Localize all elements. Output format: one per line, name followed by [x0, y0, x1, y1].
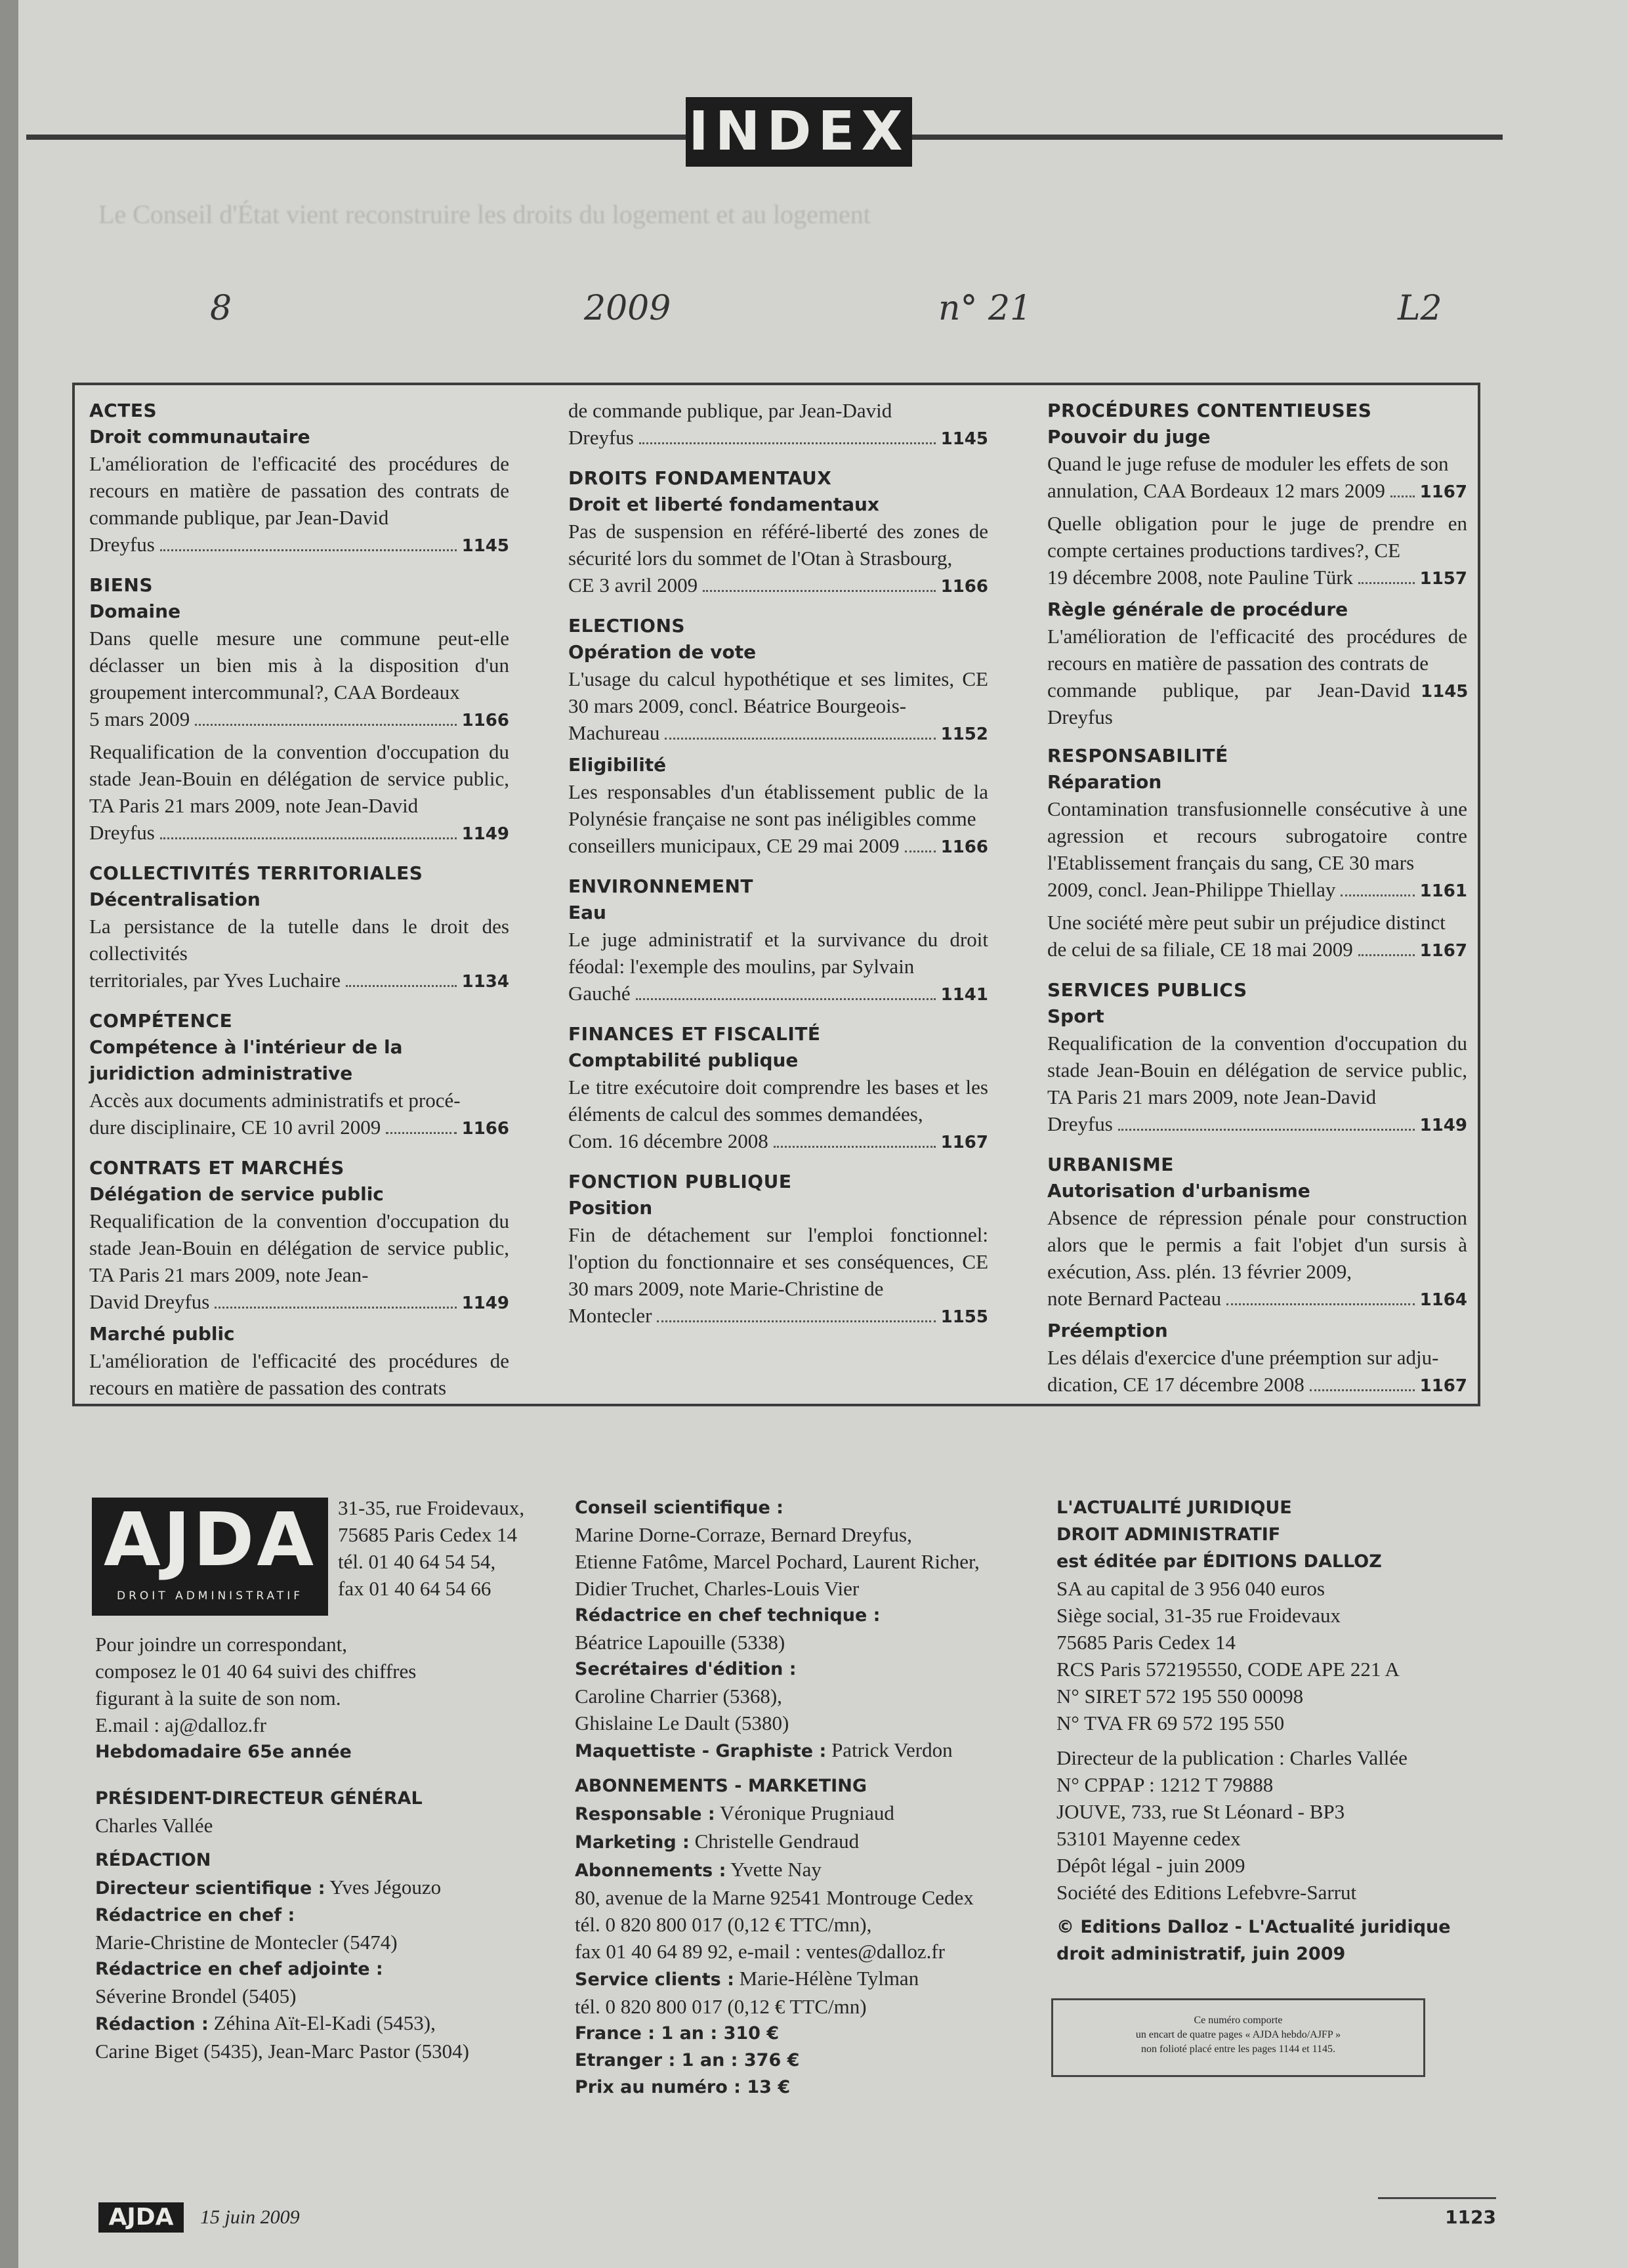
index-entry-leader [1047, 677, 1467, 730]
handwritten-note-3: n° 21 [938, 289, 1032, 328]
subcategory-heading: Réparation [1047, 771, 1162, 793]
footer-rule [1378, 2197, 1496, 2199]
subcategory-heading: Eau [568, 902, 606, 923]
index-entry[interactable] [1047, 795, 1467, 905]
index-entry-last-line: annulation, CAA Bordeaux 12 mars 2009 [1047, 479, 1385, 502]
value: fax 01 40 64 89 92, e-mail : ventes@dalloz.fr [575, 1940, 946, 1963]
index-entry-text: Contamination transfusionnelle consécutive à une agression et recours subrogatoire contre l'Etablissement français du sang, CE 30 mars [1047, 797, 1467, 874]
value: Caroline Charrier (5368), [575, 1685, 782, 1708]
index-entry-last-line: Dreyfus [89, 821, 155, 844]
index-entry-leader [1047, 564, 1467, 593]
pdg-name: Charles Vallée [95, 1814, 213, 1837]
index-entry-text: La persistance de la tutelle dans le droit des collectivités [89, 915, 509, 965]
index-entry-leader [568, 424, 988, 453]
page-reference: 1167 [1419, 482, 1467, 502]
publisher-line: 75685 Paris Cedex 14 [1056, 1631, 1236, 1654]
dot-leader [703, 587, 935, 592]
subcategory-heading: Comptabilité publique [568, 1049, 799, 1071]
publisher-line: Dépôt légal - juin 2009 [1056, 1854, 1245, 1877]
subcategory-heading: Position [568, 1197, 653, 1219]
index-entry[interactable] [568, 778, 988, 861]
index-entry-last-line: 5 mars 2009 [89, 707, 190, 730]
handwritten-note-2: 2009 [584, 289, 671, 328]
index-entry-last-line: David Dreyfus [89, 1290, 210, 1313]
index-entry-text: Les responsables d'un établissement public de la Polynésie française ne sont pas inéligibles comme [568, 780, 988, 830]
category-heading: COLLECTIVITÉS TERRITORIALES [89, 862, 423, 884]
contact-info: Pour joindre un correspondant, [95, 1633, 347, 1656]
index-entry-last-line: conseillers municipaux, CE 29 mai 2009 [568, 834, 900, 857]
page-reference: 1141 [940, 985, 988, 1005]
subcategory-heading: Sport [1047, 1005, 1104, 1027]
value: Béatrice Lapouille (5338) [575, 1631, 785, 1654]
address-line: 75685 Paris Cedex 14 [338, 1523, 517, 1546]
publisher-line: N° SIRET 572 195 550 00098 [1056, 1685, 1304, 1708]
index-entry[interactable] [568, 665, 988, 748]
index-entry[interactable] [89, 1208, 509, 1317]
dot-leader [1341, 891, 1414, 896]
value: Patrick Verdon [831, 1738, 953, 1761]
index-entry-leader [1047, 477, 1467, 506]
address-block [338, 1494, 574, 1602]
dot-leader [1310, 1386, 1415, 1391]
subcategory-heading: Opération de vote [568, 641, 757, 663]
value: Christelle Gendraud [694, 1830, 860, 1853]
index-entry-last-line: Dreyfus [1047, 1112, 1113, 1135]
contact-info: figurant à la suite de son nom. [95, 1687, 341, 1710]
dot-leader [346, 982, 457, 987]
index-entry-leader [89, 705, 509, 734]
value: Marine Dorne-Corraze, Bernard Dreyfus, [575, 1523, 912, 1546]
label: Rédactrice en chef adjointe : [95, 1959, 383, 1979]
value: Didier Truchet, Charles-Louis Vier [575, 1577, 860, 1600]
page-number: 1123 [1445, 2206, 1496, 2228]
index-entry-text: Quand le juge refuse de moduler les effets de son [1047, 452, 1449, 475]
redaction-heading: RÉDACTION [95, 1850, 211, 1870]
dot-leader [1226, 1300, 1415, 1305]
index-entry-leader [89, 531, 509, 560]
address-line: fax 01 40 64 54 66 [338, 1577, 491, 1600]
publisher-line: JOUVE, 733, rue St Léonard - BP3 [1056, 1800, 1345, 1823]
abonnements-heading: ABONNEMENTS - MARKETING [575, 1776, 867, 1796]
label: Responsable : [575, 1804, 715, 1824]
dot-leader [160, 546, 457, 551]
page-reference: 1167 [940, 1133, 988, 1152]
index-entry[interactable] [1047, 909, 1467, 965]
category-heading: FINANCES ET FISCALITÉ [568, 1023, 821, 1045]
index-entry-text: L'amélioration de l'efficacité des procédures de recours en matière de passation des contrats [89, 1349, 509, 1399]
index-entry-last-line: territoriales, par Yves Luchaire [89, 969, 341, 992]
publisher-line: Directeur de la publication : Charles Vallée [1056, 1746, 1408, 1769]
index-entry-leader [89, 1114, 509, 1143]
index-entry-last-line: 19 décembre 2008, note Pauline Türk [1047, 566, 1354, 589]
subcategory-heading: Droit communautaire [89, 426, 310, 448]
index-entry-last-line: dication, CE 17 décembre 2008 [1047, 1373, 1304, 1396]
value: Marie-Christine de Montecler (5474) [95, 1931, 398, 1954]
subcategory-heading: Eligibilité [568, 754, 667, 776]
index-entry-leader [1047, 876, 1467, 905]
index-entry-leader [1047, 1371, 1467, 1400]
category-heading: COMPÉTENCE [89, 1010, 233, 1032]
label: Abonnements : [575, 1860, 726, 1881]
dot-leader [636, 995, 936, 1000]
index-entry[interactable] [1047, 1344, 1467, 1400]
dot-leader [665, 734, 935, 740]
index-entry-leader [89, 819, 509, 848]
index-entry-text: Requalification de la convention d'occupation du stade Jean-Bouin en délégation de service public, TA Paris 21 mars 2009, note Jean-David [1047, 1032, 1467, 1108]
index-entry-leader [89, 1288, 509, 1317]
index-entry-leader [568, 719, 988, 748]
page-reference: 1149 [461, 824, 509, 844]
page-reference: 1149 [461, 1293, 509, 1313]
value: Marie-Hélène Tylman [739, 1967, 919, 1990]
category-heading: BIENS [89, 574, 153, 596]
masthead-column-3 [1056, 1494, 1509, 1967]
index-entry-last-line: Machureau [568, 721, 660, 744]
publisher-line: N° TVA FR 69 572 195 550 [1056, 1712, 1285, 1734]
page-reference: 1161 [1419, 881, 1467, 901]
category-heading: ELECTIONS [568, 615, 686, 637]
subcategory-heading: Décentralisation [89, 889, 261, 910]
category-heading: ENVIRONNEMENT [568, 875, 754, 897]
pdg-heading: PRÉSIDENT-DIRECTEUR GÉNÉRAL [95, 1788, 423, 1809]
subcategory-heading: Délégation de service public [89, 1183, 384, 1205]
label: Directeur scientifique : [95, 1878, 325, 1899]
index-entry-text: Accès aux documents administratifs et procé- [89, 1089, 461, 1112]
index-entry-last-line: Montecler [568, 1304, 652, 1327]
copyright: droit administratif, juin 2009 [1056, 1944, 1346, 1964]
index-entry-last-line: Gauché [568, 982, 631, 1005]
subcategory-heading: Droit et liberté fondamentaux [568, 494, 879, 515]
index-box [72, 383, 1480, 1406]
index-entry-text: L'amélioration de l'efficacité des procédures de recours en matière de passation des contrats de commande publique, par Jean-David [89, 452, 509, 529]
value: tél. 0 820 800 017 (0,12 € TTC/mn), [575, 1913, 872, 1936]
dot-leader [215, 1303, 456, 1309]
subcategory-heading: Pouvoir du juge [1047, 426, 1211, 448]
index-entry-last-line: Dreyfus [568, 426, 634, 449]
index-entry-last-line: CE 3 avril 2009 [568, 574, 698, 597]
index-entry-text: Fin de détachement sur l'emploi fonctionnel: l'option du fonctionnaire et ses conséquences, CE 30 mars 2009, note Marie-Christine de [568, 1223, 988, 1300]
index-entry[interactable] [89, 450, 509, 560]
category-heading: URBANISME [1047, 1154, 1174, 1175]
index-entry[interactable] [89, 625, 509, 734]
subcategory-heading: Autorisation d'urbanisme [1047, 1180, 1310, 1202]
index-entry[interactable] [1047, 510, 1467, 593]
page-reference: 1164 [1419, 1290, 1467, 1310]
page-footer [98, 2202, 1496, 2235]
index-column-3 [1047, 397, 1467, 1404]
index-entry-leader [1047, 1285, 1467, 1314]
value: Yves Jégouzo [329, 1876, 442, 1899]
index-entry-text: de commande publique, par Jean-David [568, 399, 892, 422]
category-heading: RESPONSABILITÉ [1047, 745, 1228, 766]
index-entry[interactable] [568, 1221, 988, 1331]
label: Rédactrice en chef technique : [575, 1605, 881, 1626]
index-entry-last-line: 2009, concl. Jean-Philippe Thiellay [1047, 878, 1336, 901]
index-entry-last-line: note Bernard Pacteau [1047, 1287, 1222, 1310]
page-reference: 1145 [1421, 682, 1469, 702]
value: tél. 0 820 800 017 (0,12 € TTC/mn) [575, 1995, 867, 2018]
label: Marketing : [575, 1832, 690, 1853]
index-entry-last-line: commande publique, par Jean-David Dreyfus [1047, 679, 1411, 728]
value: Véronique Prugniaud [719, 1801, 894, 1824]
index-entry-text: Quelle obligation pour le juge de prendre en compte certaines productions tardives?, CE [1047, 512, 1467, 562]
dot-leader [905, 847, 936, 852]
masthead [72, 1480, 1509, 2097]
value: Yvette Nay [730, 1858, 822, 1881]
publisher-line: RCS Paris 572195550, CODE APE 221 A [1056, 1658, 1400, 1681]
index-entry-leader [1047, 1110, 1467, 1139]
category-heading: ACTES [89, 400, 157, 421]
page-reference: 1145 [940, 429, 988, 449]
publisher-heading: L'ACTUALITÉ JURIDIQUE [1056, 1498, 1292, 1518]
contact-info: composez le 01 40 64 suivi des chiffres [95, 1660, 417, 1683]
index-entry-text: Les délais d'exercice d'une préemption sur adju- [1047, 1346, 1439, 1369]
category-heading: PROCÉDURES CONTENTIEUSES [1047, 400, 1372, 421]
index-entry[interactable] [89, 913, 509, 996]
index-entry-last-line: Dreyfus [89, 533, 155, 556]
label: Service clients : [575, 1969, 734, 1990]
dot-leader [160, 834, 457, 839]
index-entry-text: L'usage du calcul hypothétique et ses limites, CE 30 mars 2009, concl. Béatrice Bourgeois- [568, 667, 988, 717]
page-reference: 1167 [1419, 1376, 1467, 1396]
dot-leader [1118, 1125, 1415, 1131]
label: Conseil scientifique : [575, 1498, 783, 1518]
label: Maquettiste - Graphiste : [575, 1741, 827, 1761]
publisher-line: N° CPPAP : 1212 T 79888 [1056, 1773, 1274, 1796]
label: Secrétaires d'édition : [575, 1659, 797, 1679]
dot-leader [657, 1317, 935, 1322]
label: Rédaction : [95, 2014, 209, 2034]
email[interactable]: E.mail : aj@dalloz.fr [95, 1713, 266, 1736]
dot-leader [1358, 579, 1415, 584]
publisher-line: 53101 Mayenne cedex [1056, 1827, 1241, 1850]
page-reference: 1145 [461, 536, 509, 556]
index-entry-leader [1047, 936, 1467, 965]
handwritten-note-1: 8 [210, 289, 232, 328]
page-reference: 1149 [1419, 1116, 1467, 1135]
index-entry-leader [568, 572, 988, 600]
index-entry-text: Requalification de la convention d'occupation du stade Jean-Bouin en délégation de service public, TA Paris 21 mars 2009, note Jean- [89, 1209, 509, 1286]
ajda-logo [92, 1498, 328, 1616]
dot-leader [1358, 951, 1415, 956]
index-entry-leader [568, 1302, 988, 1331]
publisher-heading: est éditée par ÉDITIONS DALLOZ [1056, 1551, 1382, 1572]
value: Ghislaine Le Dault (5380) [575, 1712, 789, 1734]
index-entry[interactable] [568, 397, 988, 453]
index-entry[interactable] [1047, 450, 1467, 506]
index-entry-leader [568, 980, 988, 1009]
value: 80, avenue de la Marne 92541 Montrouge Cedex [575, 1886, 974, 1909]
label: Rédactrice en chef : [95, 1905, 295, 1925]
page-reference: 1157 [1419, 569, 1467, 589]
publication-frequency: Hebdomadaire 65e année [95, 1742, 352, 1762]
publisher-line: Société des Editions Lefebvre-Sarrut [1056, 1881, 1357, 1904]
index-entry[interactable] [1047, 1030, 1467, 1139]
index-entry[interactable] [568, 1074, 988, 1156]
subcategory-heading: Domaine [89, 600, 181, 622]
bleed-through-text: Le Conseil d'État vient reconstruire les droits du logement et au logement [98, 200, 871, 229]
address-line: 31-35, rue Froidevaux, [338, 1496, 525, 1519]
insert-notice [1051, 1998, 1425, 2077]
subcategory-heading: Marché public [89, 1323, 235, 1345]
publisher-line: SA au capital de 3 956 040 euros [1056, 1577, 1325, 1600]
index-entry-leader [89, 967, 509, 996]
subcategory-heading: Compétence à l'intérieur de la juridiction administrative [89, 1036, 403, 1084]
category-heading: CONTRATS ET MARCHÉS [89, 1157, 344, 1179]
logo-wordmark: AJDA [104, 1498, 316, 1583]
value: Carine Biget (5435), Jean-Marc Pastor (5304) [95, 2040, 469, 2063]
publisher-heading: DROIT ADMINISTRATIF [1056, 1524, 1281, 1545]
price-numero: Prix au numéro : 13 € [575, 2077, 791, 2097]
page-reference: 1166 [461, 711, 509, 730]
index-entry-text: Une société mère peut subir un préjudice distinct [1047, 911, 1446, 934]
index-entry[interactable] [568, 518, 988, 600]
subcategory-heading: Règle générale de procédure [1047, 598, 1348, 620]
price-etranger: Etranger : 1 an : 376 € [575, 2050, 800, 2070]
page-reference: 1167 [1419, 941, 1467, 961]
address-line: tél. 01 40 64 54 54, [338, 1550, 496, 1573]
notice-line: Ce numéro comporte [1194, 2015, 1283, 2026]
footer-logo: AJDA [98, 2202, 184, 2233]
index-entry-last-line: de celui de sa filiale, CE 18 mai 2009 [1047, 938, 1353, 961]
index-entry-last-line: Com. 16 décembre 2008 [568, 1129, 768, 1152]
index-entry-text: L'amélioration de l'efficacité des procédures de recours en matière de passation des contrats de [1047, 625, 1467, 675]
index-entry-text: Absence de répression pénale pour construction alors que le permis a fait l'objet d'un sursis à exécution, Ass. plén. 13 février 2009, [1047, 1206, 1467, 1283]
index-entry-leader [568, 832, 988, 861]
dot-leader [386, 1129, 456, 1134]
page-reference: 1152 [940, 724, 988, 744]
index-title: INDEX [686, 97, 912, 167]
category-heading: SERVICES PUBLICS [1047, 979, 1247, 1001]
value: Zéhina Aït-El-Kadi (5453), [213, 2011, 436, 2034]
index-entry-leader [568, 1127, 988, 1156]
value: Séverine Brondel (5405) [95, 1984, 297, 2007]
index-entry-text: Requalification de la convention d'occupation du stade Jean-Bouin en délégation de service public, TA Paris 21 mars 2009, note Jean-David [89, 740, 509, 817]
page-reference: 1166 [940, 837, 988, 857]
dot-leader [195, 721, 456, 726]
index-entry[interactable] [89, 738, 509, 848]
index-column-2 [568, 397, 988, 1335]
index-entry-text: Dans quelle mesure une commune peut-elle déclasser un bien mis à la disposition d'un groupement intercommunal?, CAA Bordeaux [89, 627, 509, 704]
masthead-column-2 [575, 1494, 1047, 2101]
book-spine [0, 0, 18, 2268]
footer-date: 15 juin 2009 [200, 2206, 300, 2228]
dot-leader [774, 1143, 936, 1148]
masthead-column-1 [95, 1631, 594, 2065]
dot-leader [639, 439, 936, 444]
index-entry-text: Le titre exécutoire doit comprendre les bases et les éléments de calcul des sommes demandées, [568, 1076, 988, 1125]
notice-line: non folioté placé entre les pages 1144 et 1145. [1140, 2044, 1336, 2055]
publisher-line: Siège social, 31-35 rue Froidevaux [1056, 1604, 1341, 1627]
logo-tagline: DROIT ADMINISTRATIF [116, 1589, 303, 1603]
page-reference: 1134 [461, 972, 509, 992]
handwritten-note-4: L2 [1398, 289, 1442, 328]
notice-line: un encart de quatre pages « AJDA hebdo/AJFP » [1135, 2029, 1341, 2040]
dot-leader [1390, 492, 1415, 497]
index-entry-text: Le juge administratif et la survivance du droit féodal: l'exemple des moulins, par Sylvain [568, 928, 988, 978]
category-heading: DROITS FONDAMENTAUX [568, 467, 832, 489]
value: Etienne Fatôme, Marcel Pochard, Laurent Richer, [575, 1550, 980, 1573]
index-entry[interactable] [568, 926, 988, 1009]
subcategory-heading: Préemption [1047, 1320, 1168, 1341]
index-entry[interactable] [1047, 1204, 1467, 1314]
index-entry-text: Pas de suspension en référé-liberté des zones de sécurité lors du sommet de l'Otan à Strasbourg, [568, 520, 988, 570]
price-france: France : 1 an : 310 € [575, 2023, 780, 2044]
index-entry-last-line: dure disciplinaire, CE 10 avril 2009 [89, 1116, 381, 1139]
index-entry[interactable] [1047, 623, 1467, 730]
index-entry[interactable] [89, 1087, 509, 1143]
index-column-1 [89, 397, 509, 1405]
category-heading: FONCTION PUBLIQUE [568, 1171, 792, 1192]
page-reference: 1166 [461, 1119, 509, 1139]
copyright: © Editions Dalloz - L'Actualité juridique [1056, 1917, 1451, 1937]
page-reference: 1166 [940, 577, 988, 597]
page-reference: 1155 [940, 1307, 988, 1327]
